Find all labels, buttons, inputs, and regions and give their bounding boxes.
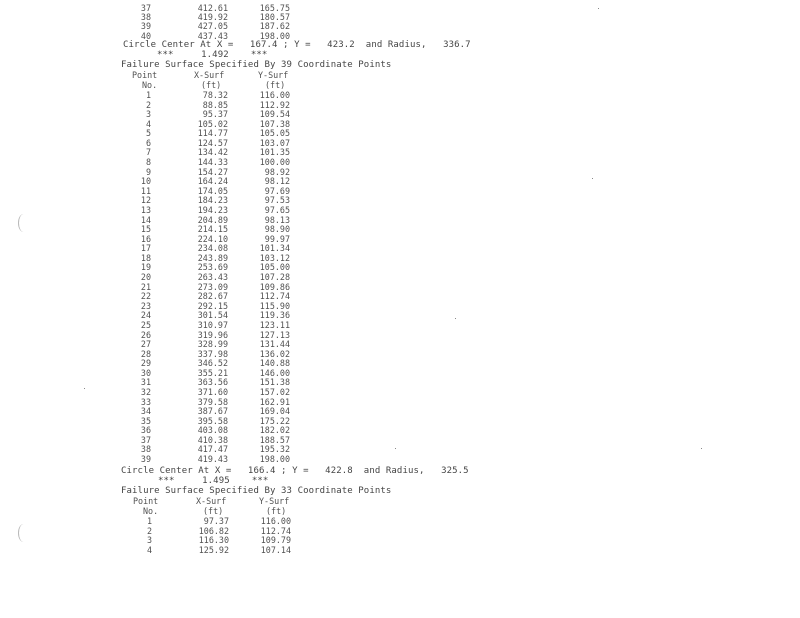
x-surf-value: 346.52 (197, 358, 228, 369)
y-surf-value: 98.92 (264, 166, 290, 177)
y-surf-value: 182.02 (259, 425, 290, 436)
y-surf-value: 119.36 (259, 310, 290, 321)
col-header-no: No. (143, 506, 159, 516)
scan-speck (701, 448, 702, 449)
point-number: 2 (145, 99, 151, 110)
x-surf-value: 412.61 (197, 3, 228, 13)
x-surf-value: 355.21 (197, 367, 228, 378)
col-header-x-surf: X-Surf (194, 70, 225, 80)
x-surf-value: 403.08 (197, 425, 228, 436)
x-surf-value: 174.05 (197, 185, 228, 196)
x-surf-value: 337.98 (197, 348, 228, 359)
y-surf-value: 115.90 (259, 300, 290, 311)
y-surf-value: 98.90 (264, 224, 290, 235)
scan-speck (598, 8, 599, 9)
point-number: 4 (145, 118, 151, 129)
y-surf-value: 105.00 (259, 262, 290, 273)
x-surf-value: 282.67 (197, 291, 228, 302)
x-surf-value: 419.43 (197, 454, 228, 465)
point-number: 7 (145, 147, 151, 158)
y-surf-value: 131.44 (259, 339, 290, 350)
y-surf-value: 98.12 (264, 176, 290, 187)
point-number: 29 (140, 358, 151, 369)
y-surf-value: 146.00 (259, 367, 290, 378)
point-number: 19 (140, 262, 151, 273)
y-surf-value: 100.00 (259, 157, 290, 168)
x-surf-value: 204.89 (197, 214, 228, 225)
y-surf-value: 116.00 (259, 90, 290, 100)
point-number: 22 (140, 291, 151, 302)
circle-center-line-2: Circle Center At X = 166.4 ; Y = 422.8 and Radius, 325.5 (121, 466, 469, 476)
point-number: 38 (140, 444, 151, 455)
point-number: 37 (140, 3, 151, 13)
y-surf-value: 165.75 (259, 3, 290, 13)
x-surf-value: 319.96 (197, 329, 228, 340)
x-surf-value: 214.15 (197, 224, 228, 235)
col-header-y-surf: Y-Surf (259, 496, 290, 506)
col-header-point: Point (132, 70, 158, 80)
y-surf-value: 136.02 (259, 348, 290, 359)
x-surf-value: 224.10 (197, 233, 228, 244)
point-number: 17 (140, 243, 151, 254)
x-surf-value: 273.09 (197, 281, 228, 292)
failure-surface-title-2: Failure Surface Specified By 33 Coordinate Points (121, 486, 392, 496)
point-number: 1 (146, 516, 152, 526)
point-number: 11 (140, 185, 151, 196)
point-number: 2 (146, 525, 152, 536)
x-surf-value: 106.82 (198, 525, 229, 536)
scan-speck (84, 388, 85, 389)
point-number: 39 (140, 21, 151, 32)
x-surf-value: 78.32 (202, 90, 228, 100)
y-surf-value: 195.32 (259, 444, 290, 455)
y-surf-value: 188.57 (259, 434, 290, 445)
point-number: 8 (145, 157, 151, 168)
point-number: 16 (140, 233, 151, 244)
x-surf-value: 164.24 (197, 176, 228, 187)
y-surf-value: 198.00 (259, 454, 290, 465)
point-number: 5 (145, 128, 151, 139)
y-surf-value: 140.88 (259, 358, 290, 369)
y-surf-value: 107.14 (260, 544, 291, 555)
y-surf-value: 116.00 (260, 516, 291, 526)
factor-of-safety-line-2: *** 1.495 *** (158, 476, 269, 486)
point-number: 26 (140, 329, 151, 340)
point-number: 24 (140, 310, 151, 321)
x-surf-value: 253.69 (197, 262, 228, 273)
x-surf-value: 328.99 (197, 339, 228, 350)
point-number: 3 (145, 109, 151, 120)
point-number: 27 (140, 339, 151, 350)
y-surf-value: 105.05 (259, 128, 290, 139)
x-surf-value: 95.37 (202, 109, 228, 120)
point-number: 23 (140, 300, 151, 311)
point-number: 4 (146, 544, 152, 555)
y-surf-value: 175.22 (259, 415, 290, 426)
point-number: 32 (140, 386, 151, 397)
x-surf-value: 301.54 (197, 310, 228, 321)
factor-of-safety-line-1: *** 1.492 *** (157, 50, 268, 60)
y-surf-value: 97.53 (264, 195, 290, 206)
x-surf-value: 114.77 (197, 128, 228, 139)
x-surf-value: 234.08 (197, 243, 228, 254)
x-surf-value: 371.60 (197, 386, 228, 397)
x-surf-value: 310.97 (197, 319, 228, 330)
failure-surface-title-1: Failure Surface Specified By 39 Coordinate Points (121, 60, 392, 70)
x-surf-value: 410.38 (197, 434, 228, 445)
x-surf-value: 105.02 (197, 118, 228, 129)
x-surf-value: 419.92 (197, 12, 228, 23)
x-surf-value: 387.67 (197, 406, 228, 417)
y-surf-value: 109.54 (259, 109, 290, 120)
point-number: 20 (140, 272, 151, 283)
col-header-x-unit: (ft) (201, 80, 222, 90)
point-number: 37 (140, 434, 151, 445)
point-number: 28 (140, 348, 151, 359)
y-surf-value: 109.86 (259, 281, 290, 292)
col-header-point: Point (133, 496, 159, 506)
x-surf-value: 97.37 (203, 516, 229, 526)
point-number: 12 (140, 195, 151, 206)
y-surf-value: 98.13 (264, 214, 290, 225)
point-number: 18 (140, 252, 151, 263)
y-surf-value: 107.28 (259, 272, 290, 283)
point-number: 3 (146, 535, 152, 546)
point-number: 33 (140, 396, 151, 407)
y-surf-value: 103.12 (259, 252, 290, 263)
x-surf-value: 88.85 (202, 99, 228, 110)
y-surf-value: 101.35 (259, 147, 290, 158)
col-header-no: No. (142, 80, 158, 90)
scan-speck (395, 448, 396, 449)
y-surf-value: 198.00 (259, 30, 290, 41)
x-surf-value: 116.30 (198, 535, 229, 546)
point-number: 35 (140, 415, 151, 426)
y-surf-value: 99.97 (264, 233, 290, 244)
y-surf-value: 169.04 (259, 406, 290, 417)
point-number: 31 (140, 377, 151, 388)
point-number: 39 (140, 454, 151, 465)
point-number: 21 (140, 281, 151, 292)
y-surf-value: 187.62 (259, 21, 290, 32)
y-surf-value: 162.91 (259, 396, 290, 407)
col-header-x-surf: X-Surf (196, 496, 227, 506)
x-surf-value: 154.27 (197, 166, 228, 177)
col-header-y-unit: (ft) (266, 506, 287, 516)
y-surf-value: 103.07 (259, 137, 290, 148)
point-number: 6 (145, 137, 151, 148)
y-surf-value: 109.79 (260, 535, 291, 546)
x-surf-value: 243.89 (197, 252, 228, 263)
point-number: 9 (145, 166, 151, 177)
y-surf-value: 123.11 (259, 319, 290, 330)
y-surf-value: 101.34 (259, 243, 290, 254)
y-surf-value: 127.13 (259, 329, 290, 340)
scan-speck (592, 178, 593, 179)
scan-speck (455, 318, 456, 319)
point-number: 15 (140, 224, 151, 235)
point-number: 13 (140, 204, 151, 215)
x-surf-value: 427.05 (197, 21, 228, 32)
point-number: 30 (140, 367, 151, 378)
binder-hole-mark-bottom (18, 524, 29, 542)
y-surf-value: 112.92 (259, 99, 290, 110)
binder-hole-mark-top (18, 214, 29, 232)
y-surf-value: 112.74 (259, 291, 290, 302)
x-surf-value: 125.92 (198, 544, 229, 555)
x-surf-value: 134.42 (197, 147, 228, 158)
y-surf-value: 97.69 (264, 185, 290, 196)
x-surf-value: 395.58 (197, 415, 228, 426)
circle-center-line-1: Circle Center At X = 167.4 ; Y = 423.2 and Radius, 336.7 (123, 40, 471, 50)
col-header-y-unit: (ft) (265, 80, 286, 90)
x-surf-value: 363.56 (197, 377, 228, 388)
point-number: 34 (140, 406, 151, 417)
x-surf-value: 263.43 (197, 272, 228, 283)
point-number: 38 (140, 12, 151, 23)
y-surf-value: 151.38 (259, 377, 290, 388)
point-number: 10 (140, 176, 151, 187)
x-surf-value: 379.58 (197, 396, 228, 407)
y-surf-value: 112.74 (260, 525, 291, 536)
col-header-x-unit: (ft) (203, 506, 224, 516)
y-surf-value: 157.02 (259, 386, 290, 397)
y-surf-value: 180.57 (259, 12, 290, 23)
x-surf-value: 292.15 (197, 300, 228, 311)
x-surf-value: 437.43 (197, 30, 228, 41)
x-surf-value: 124.57 (197, 137, 228, 148)
y-surf-value: 97.65 (264, 204, 290, 215)
point-number: 40 (140, 30, 151, 41)
x-surf-value: 184.23 (197, 195, 228, 206)
y-surf-value: 107.38 (259, 118, 290, 129)
point-number: 36 (140, 425, 151, 436)
x-surf-value: 194.23 (197, 204, 228, 215)
point-number: 25 (140, 319, 151, 330)
x-surf-value: 144.33 (197, 157, 228, 168)
x-surf-value: 417.47 (197, 444, 228, 455)
point-number: 14 (140, 214, 151, 225)
point-number: 1 (145, 90, 151, 100)
col-header-y-surf: Y-Surf (258, 70, 289, 80)
